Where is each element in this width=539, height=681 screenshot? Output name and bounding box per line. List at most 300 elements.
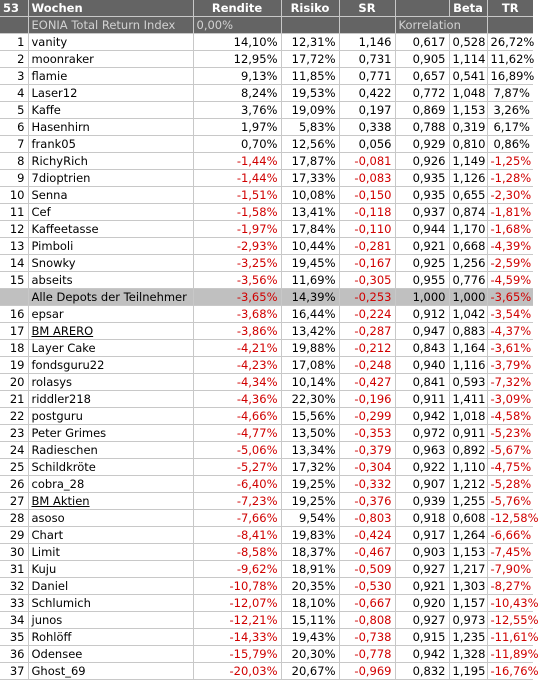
beta-cell: 1,264 [449,527,487,544]
beta-cell: 1,126 [449,170,487,187]
sr-cell: -0,379 [339,442,395,459]
sr-cell: -0,281 [339,238,395,255]
risiko-cell: 9,54% [281,510,339,527]
rendite-cell: -4,34% [193,374,281,391]
ranking-rows [0,34,539,680]
risiko-cell: 20,67% [281,663,339,680]
rank-cell: 6 [0,119,28,136]
tr-cell: -4,58% [487,408,533,425]
tr-cell: 11,62% [487,51,533,68]
korrelation-cell: 0,920 [395,595,449,612]
risiko-cell: 17,08% [281,357,339,374]
korrelation-cell: 0,921 [395,238,449,255]
beta-cell: 0,541 [449,68,487,85]
sr-cell: -0,224 [339,306,395,323]
sr-cell: -0,305 [339,272,395,289]
sr-cell: -0,253 [339,289,395,306]
korrelation-cell: 0,937 [395,204,449,221]
korrelation-cell: 0,927 [395,561,449,578]
risiko-cell: 19,25% [281,493,339,510]
rank-cell: 21 [0,391,28,408]
sr-cell: -0,376 [339,493,395,510]
participant-name: riddler218 [28,391,193,408]
sr-cell: 0,422 [339,85,395,102]
korrelation-cell: 0,915 [395,629,449,646]
participant-name: Odensee [28,646,193,663]
tr-cell: -10,43% [487,595,533,612]
participant-name: Rohlöff [28,629,193,646]
tr-cell: -6,66% [487,527,533,544]
rendite-cell: -4,66% [193,408,281,425]
subheader-blank-2 [339,17,395,34]
risiko-cell: 13,41% [281,204,339,221]
rank-cell: 8 [0,153,28,170]
beta-cell: 1,048 [449,85,487,102]
table-row [0,238,533,255]
rendite-cell: -1,44% [193,153,281,170]
rendite-cell: -1,58% [193,204,281,221]
beta-cell: 1,303 [449,578,487,595]
beta-cell: 1,149 [449,153,487,170]
risiko-cell: 12,31% [281,34,339,51]
risiko-cell: 22,30% [281,391,339,408]
beta-cell: 0,810 [449,136,487,153]
tr-cell: -11,89% [487,646,533,663]
rendite-cell: -7,23% [193,493,281,510]
beta-cell: 1,114 [449,51,487,68]
korrelation-cell: 0,917 [395,527,449,544]
sr-cell: -0,167 [339,255,395,272]
rank-cell: 22 [0,408,28,425]
sr-cell: 0,197 [339,102,395,119]
korrelation-cell: 0,869 [395,102,449,119]
korrelation-cell: 0,955 [395,272,449,289]
rank-cell: 24 [0,442,28,459]
header-sr: SR [339,0,395,17]
rank-cell: 29 [0,527,28,544]
rank-cell: 33 [0,595,28,612]
participant-name: Layer Cake [28,340,193,357]
beta-cell: 1,235 [449,629,487,646]
korrelation-cell: 0,963 [395,442,449,459]
table-row [0,493,533,510]
participant-name: Schlumich [28,595,193,612]
table-row [0,255,533,272]
participant-name: postguru [28,408,193,425]
rendite-cell: -6,40% [193,476,281,493]
tr-cell: -4,37% [487,323,533,340]
table-row [0,170,533,187]
risiko-cell: 19,43% [281,629,339,646]
risiko-cell: 19,83% [281,527,339,544]
tr-cell: -1,81% [487,204,533,221]
participant-name: Cef [28,204,193,221]
korrelation-cell: 0,918 [395,510,449,527]
participant-name: Chart [28,527,193,544]
header-empty [395,0,449,17]
tr-cell: -2,59% [487,255,533,272]
sr-cell: -0,299 [339,408,395,425]
table-row [0,374,533,391]
beta-cell: 0,874 [449,204,487,221]
rank-cell: 17 [0,323,28,340]
korrelation-cell: 0,935 [395,170,449,187]
sr-cell: -0,287 [339,323,395,340]
tr-cell: 6,17% [487,119,533,136]
header-korrelation: Korrelation [395,17,487,34]
beta-cell: 1,212 [449,476,487,493]
rendite-cell: -4,36% [193,391,281,408]
rank-cell: 9 [0,170,28,187]
rank-cell: 5 [0,102,28,119]
tr-cell: -1,68% [487,221,533,238]
rendite-cell: -1,97% [193,221,281,238]
tr-cell: 0,86% [487,136,533,153]
participant-name: Ghost_69 [28,663,193,680]
korrelation-cell: 0,972 [395,425,449,442]
tr-cell: 3,26% [487,102,533,119]
sr-cell: 0,056 [339,136,395,153]
participant-name: flamie [28,68,193,85]
participant-name: Senna [28,187,193,204]
risiko-cell: 11,69% [281,272,339,289]
participant-name: Kaffe [28,102,193,119]
rank-cell: 7 [0,136,28,153]
korrelation-cell: 0,903 [395,544,449,561]
tr-cell: -11,61% [487,629,533,646]
participant-name: moonraker [28,51,193,68]
participant-name[interactable]: BM Aktien [28,493,193,510]
header-weeks-count: 53 [0,0,28,17]
beta-cell: 0,892 [449,442,487,459]
korrelation-cell: 0,940 [395,357,449,374]
beta-cell: 0,973 [449,612,487,629]
header-rendite: Rendite [193,0,281,17]
korrelation-cell: 0,921 [395,578,449,595]
tr-cell: -3,54% [487,306,533,323]
table-row [0,153,533,170]
rendite-cell: -5,06% [193,442,281,459]
participant-name: epsar [28,306,193,323]
benchmark-index-name: EONIA Total Return Index [28,17,193,34]
risiko-cell: 19,53% [281,85,339,102]
korrelation-cell: 0,922 [395,459,449,476]
benchmark-rendite: 0,00% [193,17,281,34]
participant-name: Kuju [28,561,193,578]
korrelation-cell: 0,617 [395,34,449,51]
sr-cell: -0,803 [339,510,395,527]
rendite-cell: -3,56% [193,272,281,289]
table-row [0,187,533,204]
beta-cell: 1,217 [449,561,487,578]
beta-cell: 1,018 [449,408,487,425]
beta-cell: 1,328 [449,646,487,663]
beta-cell: 1,042 [449,306,487,323]
rank-cell: 37 [0,663,28,680]
rank-cell: 32 [0,578,28,595]
tr-cell: -12,55% [487,612,533,629]
table-row [0,595,533,612]
tr-cell: -4,59% [487,272,533,289]
tr-cell: -5,23% [487,425,533,442]
risiko-cell: 19,88% [281,340,339,357]
rendite-cell: -3,86% [193,323,281,340]
risiko-cell: 10,08% [281,187,339,204]
participant-name: Pimboli [28,238,193,255]
beta-cell: 0,911 [449,425,487,442]
sr-cell: -0,196 [339,391,395,408]
table-row [0,561,533,578]
risiko-cell: 20,30% [281,646,339,663]
table-row [0,646,533,663]
rendite-cell: -12,07% [193,595,281,612]
average-row [0,289,533,306]
korrelation-cell: 0,841 [395,374,449,391]
rank-cell: 20 [0,374,28,391]
participant-name: abseits [28,272,193,289]
beta-cell: 0,528 [449,34,487,51]
table-row [0,34,533,51]
table-row [0,119,533,136]
participant-name: Hasenhirn [28,119,193,136]
table-row [0,527,533,544]
korrelation-cell: 0,905 [395,51,449,68]
rendite-cell: -3,68% [193,306,281,323]
tr-cell: -3,79% [487,357,533,374]
table-row [0,442,533,459]
beta-cell: 1,170 [449,221,487,238]
sr-cell: -0,110 [339,221,395,238]
participant-name: Peter Grimes [28,425,193,442]
rendite-cell: -15,79% [193,646,281,663]
participant-name: Snowky [28,255,193,272]
risiko-cell: 18,37% [281,544,339,561]
risiko-cell: 17,72% [281,51,339,68]
sr-cell: -0,530 [339,578,395,595]
header-risiko: Risiko [281,0,339,17]
sr-cell: -0,509 [339,561,395,578]
participant-name: Daniel [28,578,193,595]
tr-cell: -7,90% [487,561,533,578]
sr-cell: -0,150 [339,187,395,204]
sr-cell: 0,338 [339,119,395,136]
tr-cell: -5,67% [487,442,533,459]
korrelation-cell: 0,912 [395,306,449,323]
rank-cell: 31 [0,561,28,578]
sr-cell: -0,118 [339,204,395,221]
rendite-cell: -10,78% [193,578,281,595]
rank-cell: 16 [0,306,28,323]
rendite-cell: -4,21% [193,340,281,357]
risiko-cell: 5,83% [281,119,339,136]
tr-cell: -8,27% [487,578,533,595]
rank-cell: 25 [0,459,28,476]
korrelation-cell: 0,939 [395,493,449,510]
risiko-cell: 11,85% [281,68,339,85]
rank-cell: 11 [0,204,28,221]
table-row [0,578,533,595]
tr-cell: -4,75% [487,459,533,476]
tr-cell: -4,39% [487,238,533,255]
korrelation-cell: 0,843 [395,340,449,357]
table-row [0,51,533,68]
risiko-cell: 13,42% [281,323,339,340]
rendite-cell: -3,65% [193,289,281,306]
tr-cell: 7,87% [487,85,533,102]
rank-cell: 27 [0,493,28,510]
header-row [0,0,533,17]
beta-cell: 1,153 [449,544,487,561]
risiko-cell: 15,11% [281,612,339,629]
beta-cell: 0,776 [449,272,487,289]
sr-cell: -0,424 [339,527,395,544]
table-row [0,425,533,442]
rendite-cell: 14,10% [193,34,281,51]
rendite-cell: -8,41% [193,527,281,544]
tr-cell: -3,61% [487,340,533,357]
beta-cell: 1,195 [449,663,487,680]
tr-cell: -7,32% [487,374,533,391]
beta-cell: 1,255 [449,493,487,510]
beta-cell: 1,157 [449,595,487,612]
risiko-cell: 14,39% [281,289,339,306]
table-row [0,306,533,323]
rank-cell: 3 [0,68,28,85]
participant-name: Alle Depots der Teilnehmer [28,289,193,306]
participant-name: Laser12 [28,85,193,102]
table-row [0,136,533,153]
rendite-cell: -2,93% [193,238,281,255]
korrelation-cell: 0,907 [395,476,449,493]
participant-name: Schildkröte [28,459,193,476]
participant-name: cobra_28 [28,476,193,493]
table-row [0,102,533,119]
table-row [0,612,533,629]
rank-cell: 35 [0,629,28,646]
participant-name: Kaffeetasse [28,221,193,238]
tr-cell: -7,45% [487,544,533,561]
rendite-cell: -14,33% [193,629,281,646]
rendite-cell: -8,58% [193,544,281,561]
participant-name: rolasys [28,374,193,391]
rendite-cell: 1,97% [193,119,281,136]
risiko-cell: 15,56% [281,408,339,425]
rendite-cell: 0,70% [193,136,281,153]
risiko-cell: 10,44% [281,238,339,255]
tr-cell: -16,76% [487,663,533,680]
participant-name[interactable]: BM ARERO [28,323,193,340]
rank-cell: 19 [0,357,28,374]
beta-cell: 1,164 [449,340,487,357]
beta-cell: 1,000 [449,289,487,306]
beta-cell: 0,668 [449,238,487,255]
risiko-cell: 18,10% [281,595,339,612]
beta-cell: 0,593 [449,374,487,391]
korrelation-cell: 0,926 [395,153,449,170]
risiko-cell: 13,50% [281,425,339,442]
participant-name: Limit [28,544,193,561]
table-row [0,544,533,561]
rendite-cell: 9,13% [193,68,281,85]
sr-cell: 0,771 [339,68,395,85]
beta-cell: 0,883 [449,323,487,340]
risiko-cell: 16,44% [281,306,339,323]
tr-cell: -3,09% [487,391,533,408]
participant-name: junos [28,612,193,629]
rank-cell: 13 [0,238,28,255]
risiko-cell: 17,87% [281,153,339,170]
rendite-cell: -1,51% [193,187,281,204]
sr-cell: -0,969 [339,663,395,680]
sr-cell: 1,146 [339,34,395,51]
risiko-cell: 10,14% [281,374,339,391]
korrelation-cell: 1,000 [395,289,449,306]
participant-name: fondsguru22 [28,357,193,374]
korrelation-cell: 0,927 [395,612,449,629]
sr-cell: -0,083 [339,170,395,187]
rank-cell: 36 [0,646,28,663]
korrelation-cell: 0,925 [395,255,449,272]
rank-cell: 15 [0,272,28,289]
rendite-cell: -5,27% [193,459,281,476]
beta-cell: 0,608 [449,510,487,527]
rendite-cell: -1,44% [193,170,281,187]
rendite-cell: 3,76% [193,102,281,119]
sr-cell: -0,212 [339,340,395,357]
risiko-cell: 12,56% [281,136,339,153]
beta-cell: 1,110 [449,459,487,476]
rendite-cell: -4,23% [193,357,281,374]
rank-cell: 12 [0,221,28,238]
sr-cell: -0,808 [339,612,395,629]
sr-cell: -0,427 [339,374,395,391]
participant-name: vanity [28,34,193,51]
table-row [0,476,533,493]
header-tr: TR [487,0,533,17]
table-row [0,272,533,289]
rank-cell: 2 [0,51,28,68]
tr-cell: 26,72% [487,34,533,51]
sr-cell: -0,332 [339,476,395,493]
rank-cell: 18 [0,340,28,357]
risiko-cell: 19,45% [281,255,339,272]
risiko-cell: 19,25% [281,476,339,493]
subheader-empty [0,17,28,34]
participant-name: frank05 [28,136,193,153]
risiko-cell: 17,33% [281,170,339,187]
risiko-cell: 13,34% [281,442,339,459]
rank-cell [0,289,28,306]
table-row [0,221,533,238]
sr-cell: -0,248 [339,357,395,374]
korrelation-cell: 0,947 [395,323,449,340]
rank-cell: 23 [0,425,28,442]
rank-cell: 34 [0,612,28,629]
rank-cell: 1 [0,34,28,51]
table-row [0,629,533,646]
tr-cell: -3,65% [487,289,533,306]
korrelation-cell: 0,944 [395,221,449,238]
rendite-cell: -20,03% [193,663,281,680]
table-row [0,204,533,221]
korrelation-cell: 0,911 [395,391,449,408]
rendite-cell: -3,25% [193,255,281,272]
beta-cell: 0,655 [449,187,487,204]
subheader-blank-1 [281,17,339,34]
risiko-cell: 18,91% [281,561,339,578]
korrelation-cell: 0,657 [395,68,449,85]
rank-cell: 30 [0,544,28,561]
